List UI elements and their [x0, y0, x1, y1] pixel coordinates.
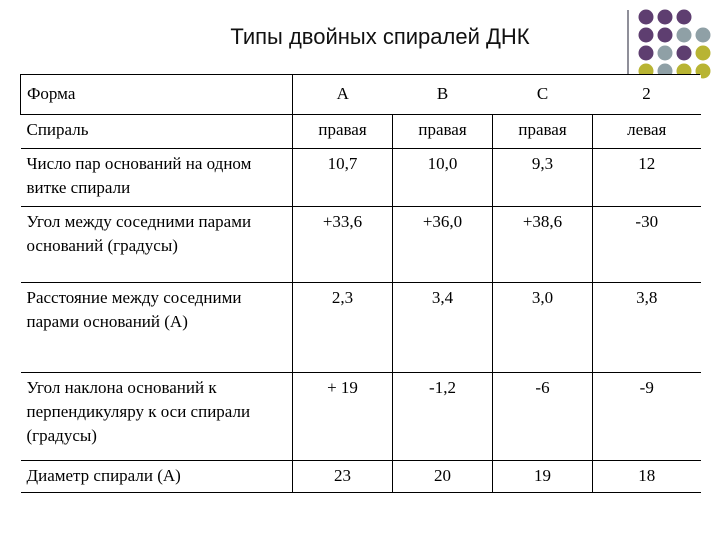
cell: 9,3	[493, 148, 593, 206]
cell: + 19	[293, 372, 393, 460]
cell: -6	[493, 372, 593, 460]
table-row	[21, 206, 701, 282]
table-header-row	[21, 75, 701, 114]
cell: 10,0	[393, 148, 493, 206]
cell: 19	[493, 460, 593, 492]
cell: правая	[393, 114, 493, 148]
cell: 3,0	[493, 282, 593, 372]
cell: 18	[593, 460, 701, 492]
slide-title: Типы двойных спиралей ДНК	[230, 24, 530, 49]
decorative-dot	[677, 46, 692, 61]
cell: 10,7	[293, 148, 393, 206]
header-col-a: A	[293, 75, 393, 114]
row-label: Спираль	[21, 114, 293, 148]
decorative-dot	[677, 10, 692, 25]
decorative-dot	[696, 46, 711, 61]
decorative-dot	[639, 46, 654, 61]
table-row	[21, 148, 701, 206]
cell: 2,3	[293, 282, 393, 372]
table-row	[21, 114, 701, 148]
cell: левая	[593, 114, 701, 148]
table-row	[21, 372, 701, 460]
cell: -30	[593, 206, 701, 282]
cell: +38,6	[493, 206, 593, 282]
decorative-dot	[639, 28, 654, 43]
dna-helix-table	[20, 75, 701, 493]
header-col-c: C	[493, 75, 593, 114]
cell: -1,2	[393, 372, 493, 460]
cell: 3,8	[593, 282, 701, 372]
cell: +36,0	[393, 206, 493, 282]
decorative-dot	[658, 10, 673, 25]
table-row	[21, 282, 701, 372]
decorative-dot	[677, 28, 692, 43]
decorative-dot	[696, 28, 711, 43]
decorative-divider	[627, 10, 629, 78]
decorative-dot	[658, 46, 673, 61]
cell: 12	[593, 148, 701, 206]
table-row	[21, 460, 701, 492]
row-label: Угол между соседними парами оснований (градусы)	[21, 206, 293, 282]
header-col-b: B	[393, 75, 493, 114]
cell: 23	[293, 460, 393, 492]
cell: -9	[593, 372, 701, 460]
cell: правая	[293, 114, 393, 148]
header-label: Форма	[21, 75, 293, 114]
decorative-dot	[658, 28, 673, 43]
header-col-z: 2	[593, 75, 701, 114]
cell: 20	[393, 460, 493, 492]
row-label: Число пар оснований на одном витке спирали	[21, 148, 293, 206]
cell: 3,4	[393, 282, 493, 372]
decorative-dot	[639, 10, 654, 25]
cell: правая	[493, 114, 593, 148]
decorative-dots	[637, 8, 720, 80]
row-label: Угол наклона оснований к перпендикуляру к оси спирали (градусы)	[21, 372, 293, 460]
cell: +33,6	[293, 206, 393, 282]
row-label: Диаметр спирали (А)	[21, 460, 293, 492]
row-label: Расстояние между соседними парами оснований (А)	[21, 282, 293, 372]
